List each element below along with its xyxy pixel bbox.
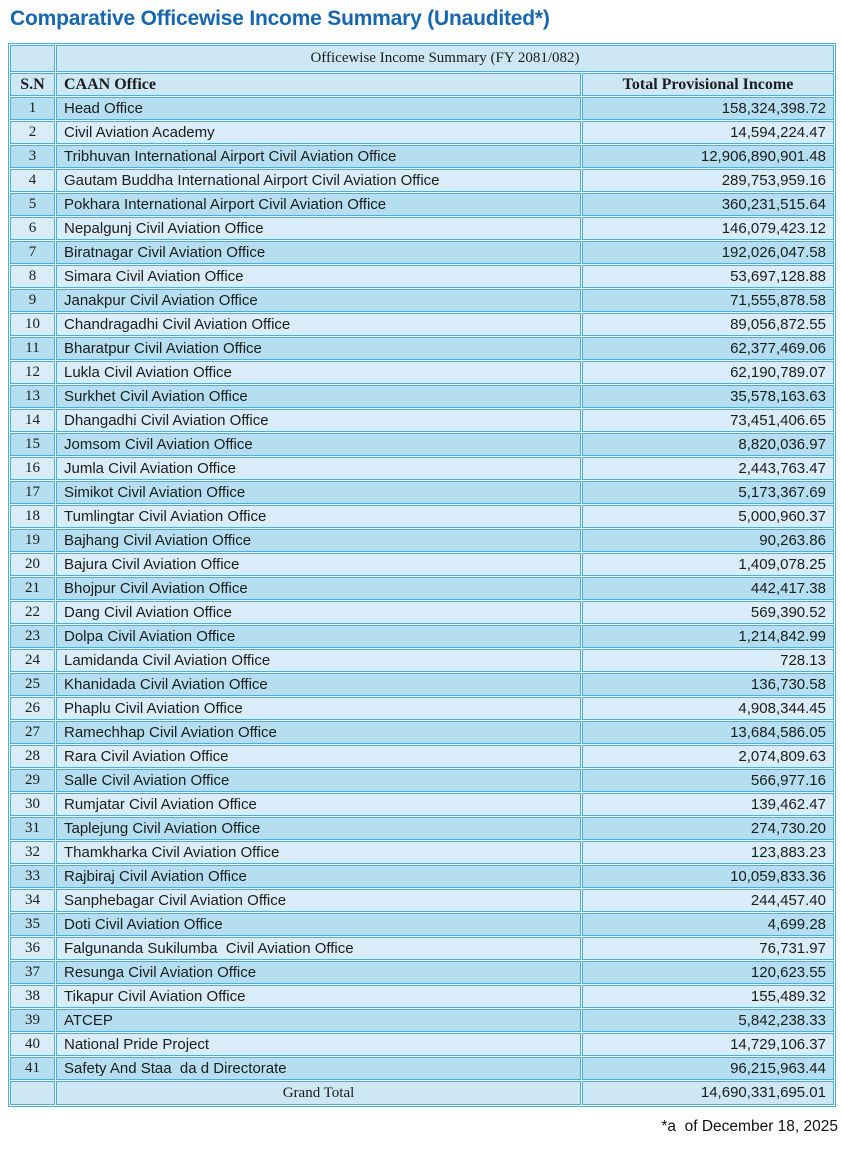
row-sn: 16 <box>10 457 55 480</box>
row-income: 5,842,238.33 <box>582 1009 834 1032</box>
row-office: Rara Civil Aviation Office <box>56 745 581 768</box>
row-income: 360,231,515.64 <box>582 193 834 216</box>
grand-total-label: Grand Total <box>56 1081 581 1105</box>
row-office: Simara Civil Aviation Office <box>56 265 581 288</box>
row-office: Tumlingtar Civil Aviation Office <box>56 505 581 528</box>
column-header-sn: S.N <box>10 73 55 96</box>
table-row <box>10 97 834 120</box>
table-row <box>10 889 834 912</box>
column-header-income: Total Provisional Income <box>582 73 834 96</box>
row-sn: 13 <box>10 385 55 408</box>
row-office: Chandragadhi Civil Aviation Office <box>56 313 581 336</box>
row-office: Pokhara International Airport Civil Aviation Office <box>56 193 581 216</box>
row-sn: 33 <box>10 865 55 888</box>
row-income: 2,443,763.47 <box>582 457 834 480</box>
row-office: Head Office <box>56 97 581 120</box>
row-office: Tikapur Civil Aviation Office <box>56 985 581 1008</box>
row-sn: 28 <box>10 745 55 768</box>
row-income: 96,215,963.44 <box>582 1057 834 1080</box>
row-income: 1,214,842.99 <box>582 625 834 648</box>
row-income: 289,753,959.16 <box>582 169 834 192</box>
row-income: 62,190,789.07 <box>582 361 834 384</box>
row-office: Civil Aviation Academy <box>56 121 581 144</box>
table-row <box>10 913 834 936</box>
row-income: 4,908,344.45 <box>582 697 834 720</box>
row-sn: 38 <box>10 985 55 1008</box>
table-row <box>10 385 834 408</box>
row-sn: 15 <box>10 433 55 456</box>
row-office: Thamkharka Civil Aviation Office <box>56 841 581 864</box>
row-sn: 8 <box>10 265 55 288</box>
table-row <box>10 673 834 696</box>
row-office: Dhangadhi Civil Aviation Office <box>56 409 581 432</box>
row-income: 139,462.47 <box>582 793 834 816</box>
table-row <box>10 841 834 864</box>
row-income: 728.13 <box>582 649 834 672</box>
row-sn: 36 <box>10 937 55 960</box>
table-row <box>10 769 834 792</box>
table-row <box>10 121 834 144</box>
table-row <box>10 961 834 984</box>
table-title-row <box>10 45 834 72</box>
row-income: 90,263.86 <box>582 529 834 552</box>
row-sn: 29 <box>10 769 55 792</box>
row-office: ATCEP <box>56 1009 581 1032</box>
row-sn: 5 <box>10 193 55 216</box>
table-row <box>10 241 834 264</box>
table-row <box>10 625 834 648</box>
row-sn: 26 <box>10 697 55 720</box>
row-income: 569,390.52 <box>582 601 834 624</box>
row-income: 155,489.32 <box>582 985 834 1008</box>
row-income: 274,730.20 <box>582 817 834 840</box>
row-income: 35,578,163.63 <box>582 385 834 408</box>
row-sn: 32 <box>10 841 55 864</box>
row-office: Jomsom Civil Aviation Office <box>56 433 581 456</box>
row-office: Bharatpur Civil Aviation Office <box>56 337 581 360</box>
row-sn: 6 <box>10 217 55 240</box>
table-row <box>10 217 834 240</box>
row-office: Phaplu Civil Aviation Office <box>56 697 581 720</box>
row-office: Salle Civil Aviation Office <box>56 769 581 792</box>
row-sn: 21 <box>10 577 55 600</box>
row-office: Simikot Civil Aviation Office <box>56 481 581 504</box>
row-income: 14,729,106.37 <box>582 1033 834 1056</box>
table-row <box>10 649 834 672</box>
row-sn: 35 <box>10 913 55 936</box>
grand-total-income: 14,690,331,695.01 <box>582 1081 834 1105</box>
row-sn: 23 <box>10 625 55 648</box>
table-row <box>10 145 834 168</box>
row-income: 5,173,367.69 <box>582 481 834 504</box>
row-income: 5,000,960.37 <box>582 505 834 528</box>
row-sn: 22 <box>10 601 55 624</box>
row-office: Ramechhap Civil Aviation Office <box>56 721 581 744</box>
row-income: 442,417.38 <box>582 577 834 600</box>
row-sn: 1 <box>10 97 55 120</box>
row-income: 146,079,423.12 <box>582 217 834 240</box>
row-sn: 7 <box>10 241 55 264</box>
page-title: Comparative Officewise Income Summary (Unaudited*) <box>10 7 550 30</box>
row-sn: 25 <box>10 673 55 696</box>
table-row <box>10 553 834 576</box>
table-row <box>10 289 834 312</box>
table-row <box>10 529 834 552</box>
row-sn: 11 <box>10 337 55 360</box>
table-title-spacer-cell <box>10 45 55 72</box>
row-sn: 19 <box>10 529 55 552</box>
row-income: 76,731.97 <box>582 937 834 960</box>
income-summary-table <box>8 43 836 1107</box>
table-row <box>10 985 834 1008</box>
table-row <box>10 433 834 456</box>
row-office: Surkhet Civil Aviation Office <box>56 385 581 408</box>
row-income: 73,451,406.65 <box>582 409 834 432</box>
table-row <box>10 505 834 528</box>
table-title: Officewise Income Summary (FY 2081/082) <box>56 45 834 72</box>
row-sn: 37 <box>10 961 55 984</box>
row-office: Gautam Buddha International Airport Civil Aviation Office <box>56 169 581 192</box>
row-office: Lamidanda Civil Aviation Office <box>56 649 581 672</box>
row-income: 53,697,128.88 <box>582 265 834 288</box>
table-row <box>10 1057 834 1080</box>
row-income: 14,594,224.47 <box>582 121 834 144</box>
row-sn: 20 <box>10 553 55 576</box>
row-income: 10,059,833.36 <box>582 865 834 888</box>
table-row <box>10 793 834 816</box>
table-row <box>10 409 834 432</box>
row-sn: 3 <box>10 145 55 168</box>
table-row <box>10 577 834 600</box>
row-sn: 2 <box>10 121 55 144</box>
row-income: 2,074,809.63 <box>582 745 834 768</box>
row-sn: 4 <box>10 169 55 192</box>
row-sn: 14 <box>10 409 55 432</box>
row-sn: 39 <box>10 1009 55 1032</box>
column-header-office: CAAN Office <box>56 73 581 96</box>
row-income: 71,555,878.58 <box>582 289 834 312</box>
column-header-row <box>10 73 834 96</box>
row-income: 1,409,078.25 <box>582 553 834 576</box>
row-income: 136,730.58 <box>582 673 834 696</box>
table-row <box>10 1009 834 1032</box>
row-income: 192,026,047.58 <box>582 241 834 264</box>
row-sn: 27 <box>10 721 55 744</box>
row-office: Khanidada Civil Aviation Office <box>56 673 581 696</box>
row-income: 4,699.28 <box>582 913 834 936</box>
row-office: National Pride Project <box>56 1033 581 1056</box>
row-office: Janakpur Civil Aviation Office <box>56 289 581 312</box>
table-row <box>10 937 834 960</box>
row-income: 158,324,398.72 <box>582 97 834 120</box>
table-row <box>10 1033 834 1056</box>
row-income: 123,883.23 <box>582 841 834 864</box>
table-row <box>10 265 834 288</box>
row-sn: 31 <box>10 817 55 840</box>
row-income: 62,377,469.06 <box>582 337 834 360</box>
row-sn: 24 <box>10 649 55 672</box>
row-office: Bajhang Civil Aviation Office <box>56 529 581 552</box>
row-office: Dang Civil Aviation Office <box>56 601 581 624</box>
row-office: Falgunanda Sukilumba Civil Aviation Office <box>56 937 581 960</box>
row-office: Rajbiraj Civil Aviation Office <box>56 865 581 888</box>
table-head <box>10 45 834 96</box>
row-sn: 30 <box>10 793 55 816</box>
row-sn: 40 <box>10 1033 55 1056</box>
row-office: Bhojpur Civil Aviation Office <box>56 577 581 600</box>
row-income: 566,977.16 <box>582 769 834 792</box>
row-income: 89,056,872.55 <box>582 313 834 336</box>
table-row <box>10 313 834 336</box>
row-income: 12,906,890,901.48 <box>582 145 834 168</box>
row-office: Taplejung Civil Aviation Office <box>56 817 581 840</box>
row-sn: 41 <box>10 1057 55 1080</box>
table-row <box>10 169 834 192</box>
row-office: Nepalgunj Civil Aviation Office <box>56 217 581 240</box>
row-income: 244,457.40 <box>582 889 834 912</box>
table-row <box>10 865 834 888</box>
table-row <box>10 721 834 744</box>
row-office: Resunga Civil Aviation Office <box>56 961 581 984</box>
row-office: Dolpa Civil Aviation Office <box>56 625 581 648</box>
row-office: Lukla Civil Aviation Office <box>56 361 581 384</box>
table-row <box>10 481 834 504</box>
row-sn: 34 <box>10 889 55 912</box>
row-office: Biratnagar Civil Aviation Office <box>56 241 581 264</box>
table-row <box>10 337 834 360</box>
row-income: 13,684,586.05 <box>582 721 834 744</box>
row-office: Jumla Civil Aviation Office <box>56 457 581 480</box>
row-income: 120,623.55 <box>582 961 834 984</box>
row-office: Doti Civil Aviation Office <box>56 913 581 936</box>
grand-total-spacer-cell <box>10 1081 55 1105</box>
row-sn: 17 <box>10 481 55 504</box>
row-income: 8,820,036.97 <box>582 433 834 456</box>
table-foot <box>10 1081 834 1105</box>
table-row <box>10 745 834 768</box>
row-sn: 10 <box>10 313 55 336</box>
table-row <box>10 193 834 216</box>
row-office: Bajura Civil Aviation Office <box>56 553 581 576</box>
row-sn: 9 <box>10 289 55 312</box>
row-sn: 12 <box>10 361 55 384</box>
table-row <box>10 361 834 384</box>
grand-total-row <box>10 1081 834 1105</box>
footnote: *a of December 18, 2025 <box>661 1118 838 1135</box>
row-sn: 18 <box>10 505 55 528</box>
table-body <box>10 97 834 1080</box>
row-office: Rumjatar Civil Aviation Office <box>56 793 581 816</box>
row-office: Sanphebagar Civil Aviation Office <box>56 889 581 912</box>
row-office: Tribhuvan International Airport Civil Aviation Office <box>56 145 581 168</box>
table-row <box>10 457 834 480</box>
table-row <box>10 697 834 720</box>
table-row <box>10 817 834 840</box>
row-office: Safety And Staа dа d Directorate <box>56 1057 581 1080</box>
table-row <box>10 601 834 624</box>
